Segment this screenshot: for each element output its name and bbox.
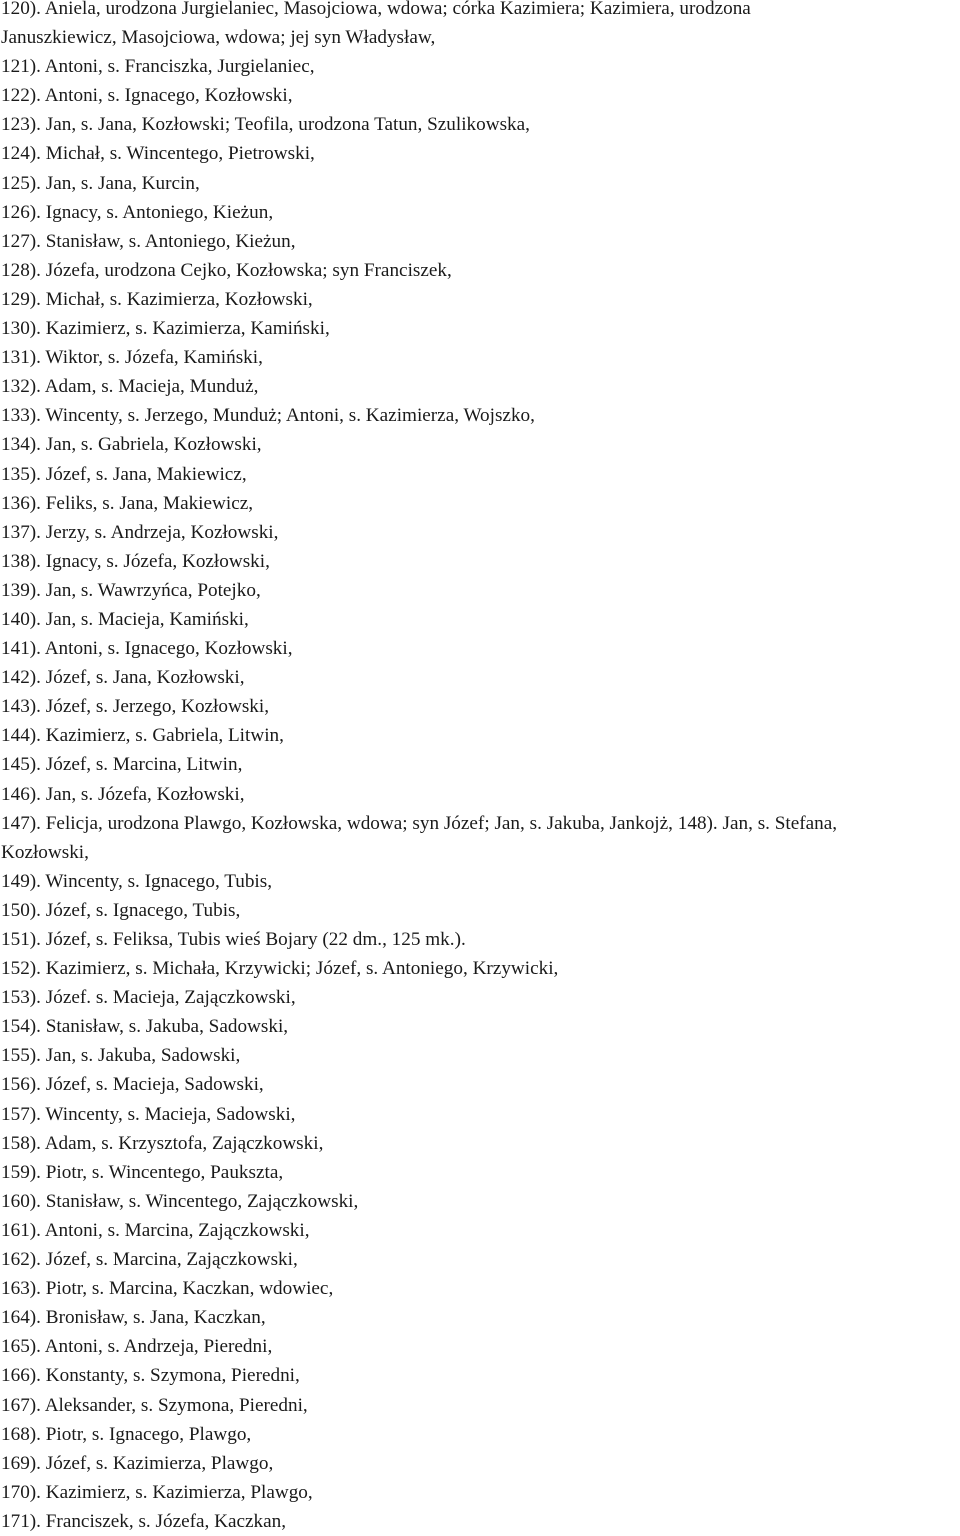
text-line: 123). Jan, s. Jana, Kozłowski; Teofila, urodzona Tatun, Szulikowska, xyxy=(1,114,530,136)
document-page xyxy=(1,0,959,1536)
text-line: 153). Józef. s. Macieja, Zajączkowski, xyxy=(1,987,296,1009)
text-line: 150). Józef, s. Ignacego, Tubis, xyxy=(1,899,241,921)
text-line: 128). Józefa, urodzona Cejko, Kozłowska; syn Franciszek, xyxy=(1,259,452,281)
text-line: 156). Józef, s. Macieja, Sadowski, xyxy=(1,1074,264,1096)
text-line: 163). Piotr, s. Marcina, Kaczkan, wdowiec, xyxy=(1,1278,334,1300)
text-line: 166). Konstanty, s. Szymona, Pieredni, xyxy=(1,1365,300,1387)
text-line: 133). Wincenty, s. Jerzego, Munduż; Antoni, s. Kazimierza, Wojszko, xyxy=(1,405,535,427)
text-line: 121). Antoni, s. Franciszka, Jurgielaniec, xyxy=(1,56,315,78)
text-line: 129). Michał, s. Kazimierza, Kozłowski, xyxy=(1,288,313,310)
text-line: 147). Felicja, urodzona Plawgo, Kozłowska, wdowa; syn Józef; Jan, s. Jakuba, Jankojż, 148). Jan, s. Stefana, xyxy=(1,812,838,834)
text-line: 155). Jan, s. Jakuba, Sadowski, xyxy=(1,1045,241,1067)
text-line: 169). Józef, s. Kazimierza, Plawgo, xyxy=(1,1452,274,1474)
text-line: 170). Kazimierz, s. Kazimierza, Plawgo, xyxy=(1,1481,313,1503)
text-line: 126). Ignacy, s. Antoniego, Kieżun, xyxy=(1,201,274,223)
document-text-body xyxy=(1,0,959,1536)
text-line: 127). Stanisław, s. Antoniego, Kieżun, xyxy=(1,230,296,252)
text-line: 159). Piotr, s. Wincentego, Paukszta, xyxy=(1,1161,284,1183)
text-line: 131). Wiktor, s. Józefa, Kamiński, xyxy=(1,347,263,369)
text-line: 151). Józef, s. Feliksa, Tubis wieś Bojary (22 dm., 125 mk.). xyxy=(1,929,466,950)
text-line: 142). Józef, s. Jana, Kozłowski, xyxy=(1,667,245,689)
text-line: 146). Jan, s. Józefa, Kozłowski, xyxy=(1,783,245,805)
text-line: 137). Jerzy, s. Andrzeja, Kozłowski, xyxy=(1,521,279,543)
text-line: 141). Antoni, s. Ignacego, Kozłowski, xyxy=(1,638,293,660)
text-line: 139). Jan, s. Wawrzyńca, Potejko, xyxy=(1,579,261,601)
text-line: 143). Józef, s. Jerzego, Kozłowski, xyxy=(1,696,270,718)
text-line: 134). Jan, s. Gabriela, Kozłowski, xyxy=(1,434,262,456)
text-line: 152). Kazimierz, s. Michała, Krzywicki; Józef, s. Antoniego, Krzywicki, xyxy=(1,958,559,980)
text-line: 145). Józef, s. Marcina, Litwin, xyxy=(1,754,243,776)
text-line: 122). Antoni, s. Ignacego, Kozłowski, xyxy=(1,85,293,107)
text-line: 162). Józef, s. Marcina, Zajączkowski, xyxy=(1,1249,298,1271)
text-line: 132). Adam, s. Macieja, Munduż, xyxy=(1,376,259,398)
text-line: 136). Feliks, s. Jana, Makiewicz, xyxy=(1,492,254,514)
text-line: 157). Wincenty, s. Macieja, Sadowski, xyxy=(1,1103,296,1125)
text-line: 154). Stanisław, s. Jakuba, Sadowski, xyxy=(1,1016,289,1038)
text-line: 124). Michał, s. Wincentego, Pietrowski, xyxy=(1,143,315,165)
text-line: 158). Adam, s. Krzysztofa, Zajączkowski, xyxy=(1,1132,324,1154)
text-line: 135). Józef, s. Jana, Makiewicz, xyxy=(1,463,247,485)
text-line: 167). Aleksander, s. Szymona, Pieredni, xyxy=(1,1394,308,1416)
text-line: Januszkiewicz, Masojciowa, wdowa; jej syn Władysław, xyxy=(1,27,436,49)
text-line: 164). Bronisław, s. Jana, Kaczkan, xyxy=(1,1307,266,1329)
text-line: 130). Kazimierz, s. Kazimierza, Kamiński, xyxy=(1,318,330,340)
text-line: 140). Jan, s. Macieja, Kamiński, xyxy=(1,608,249,630)
text-line: 168). Piotr, s. Ignacego, Plawgo, xyxy=(1,1423,252,1445)
text-line: 138). Ignacy, s. Józefa, Kozłowski, xyxy=(1,550,270,572)
text-line: 149). Wincenty, s. Ignacego, Tubis, xyxy=(1,870,273,892)
text-line: 144). Kazimierz, s. Gabriela, Litwin, xyxy=(1,725,284,747)
text-line: 171). Franciszek, s. Józefa, Kaczkan, xyxy=(1,1510,287,1532)
text-line: 160). Stanisław, s. Wincentego, Zajączkowski, xyxy=(1,1190,359,1212)
text-line: 120). Aniela, urodzona Jurgielaniec, Masojciowa, wdowa; córka Kazimiera; Kazimiera, urodzona xyxy=(1,0,751,19)
text-line: 165). Antoni, s. Andrzeja, Pieredni, xyxy=(1,1336,273,1358)
text-line: 125). Jan, s. Jana, Kurcin, xyxy=(1,172,200,194)
text-line: 161). Antoni, s. Marcina, Zajączkowski, xyxy=(1,1219,310,1241)
text-line: Kozłowski, xyxy=(1,841,89,863)
